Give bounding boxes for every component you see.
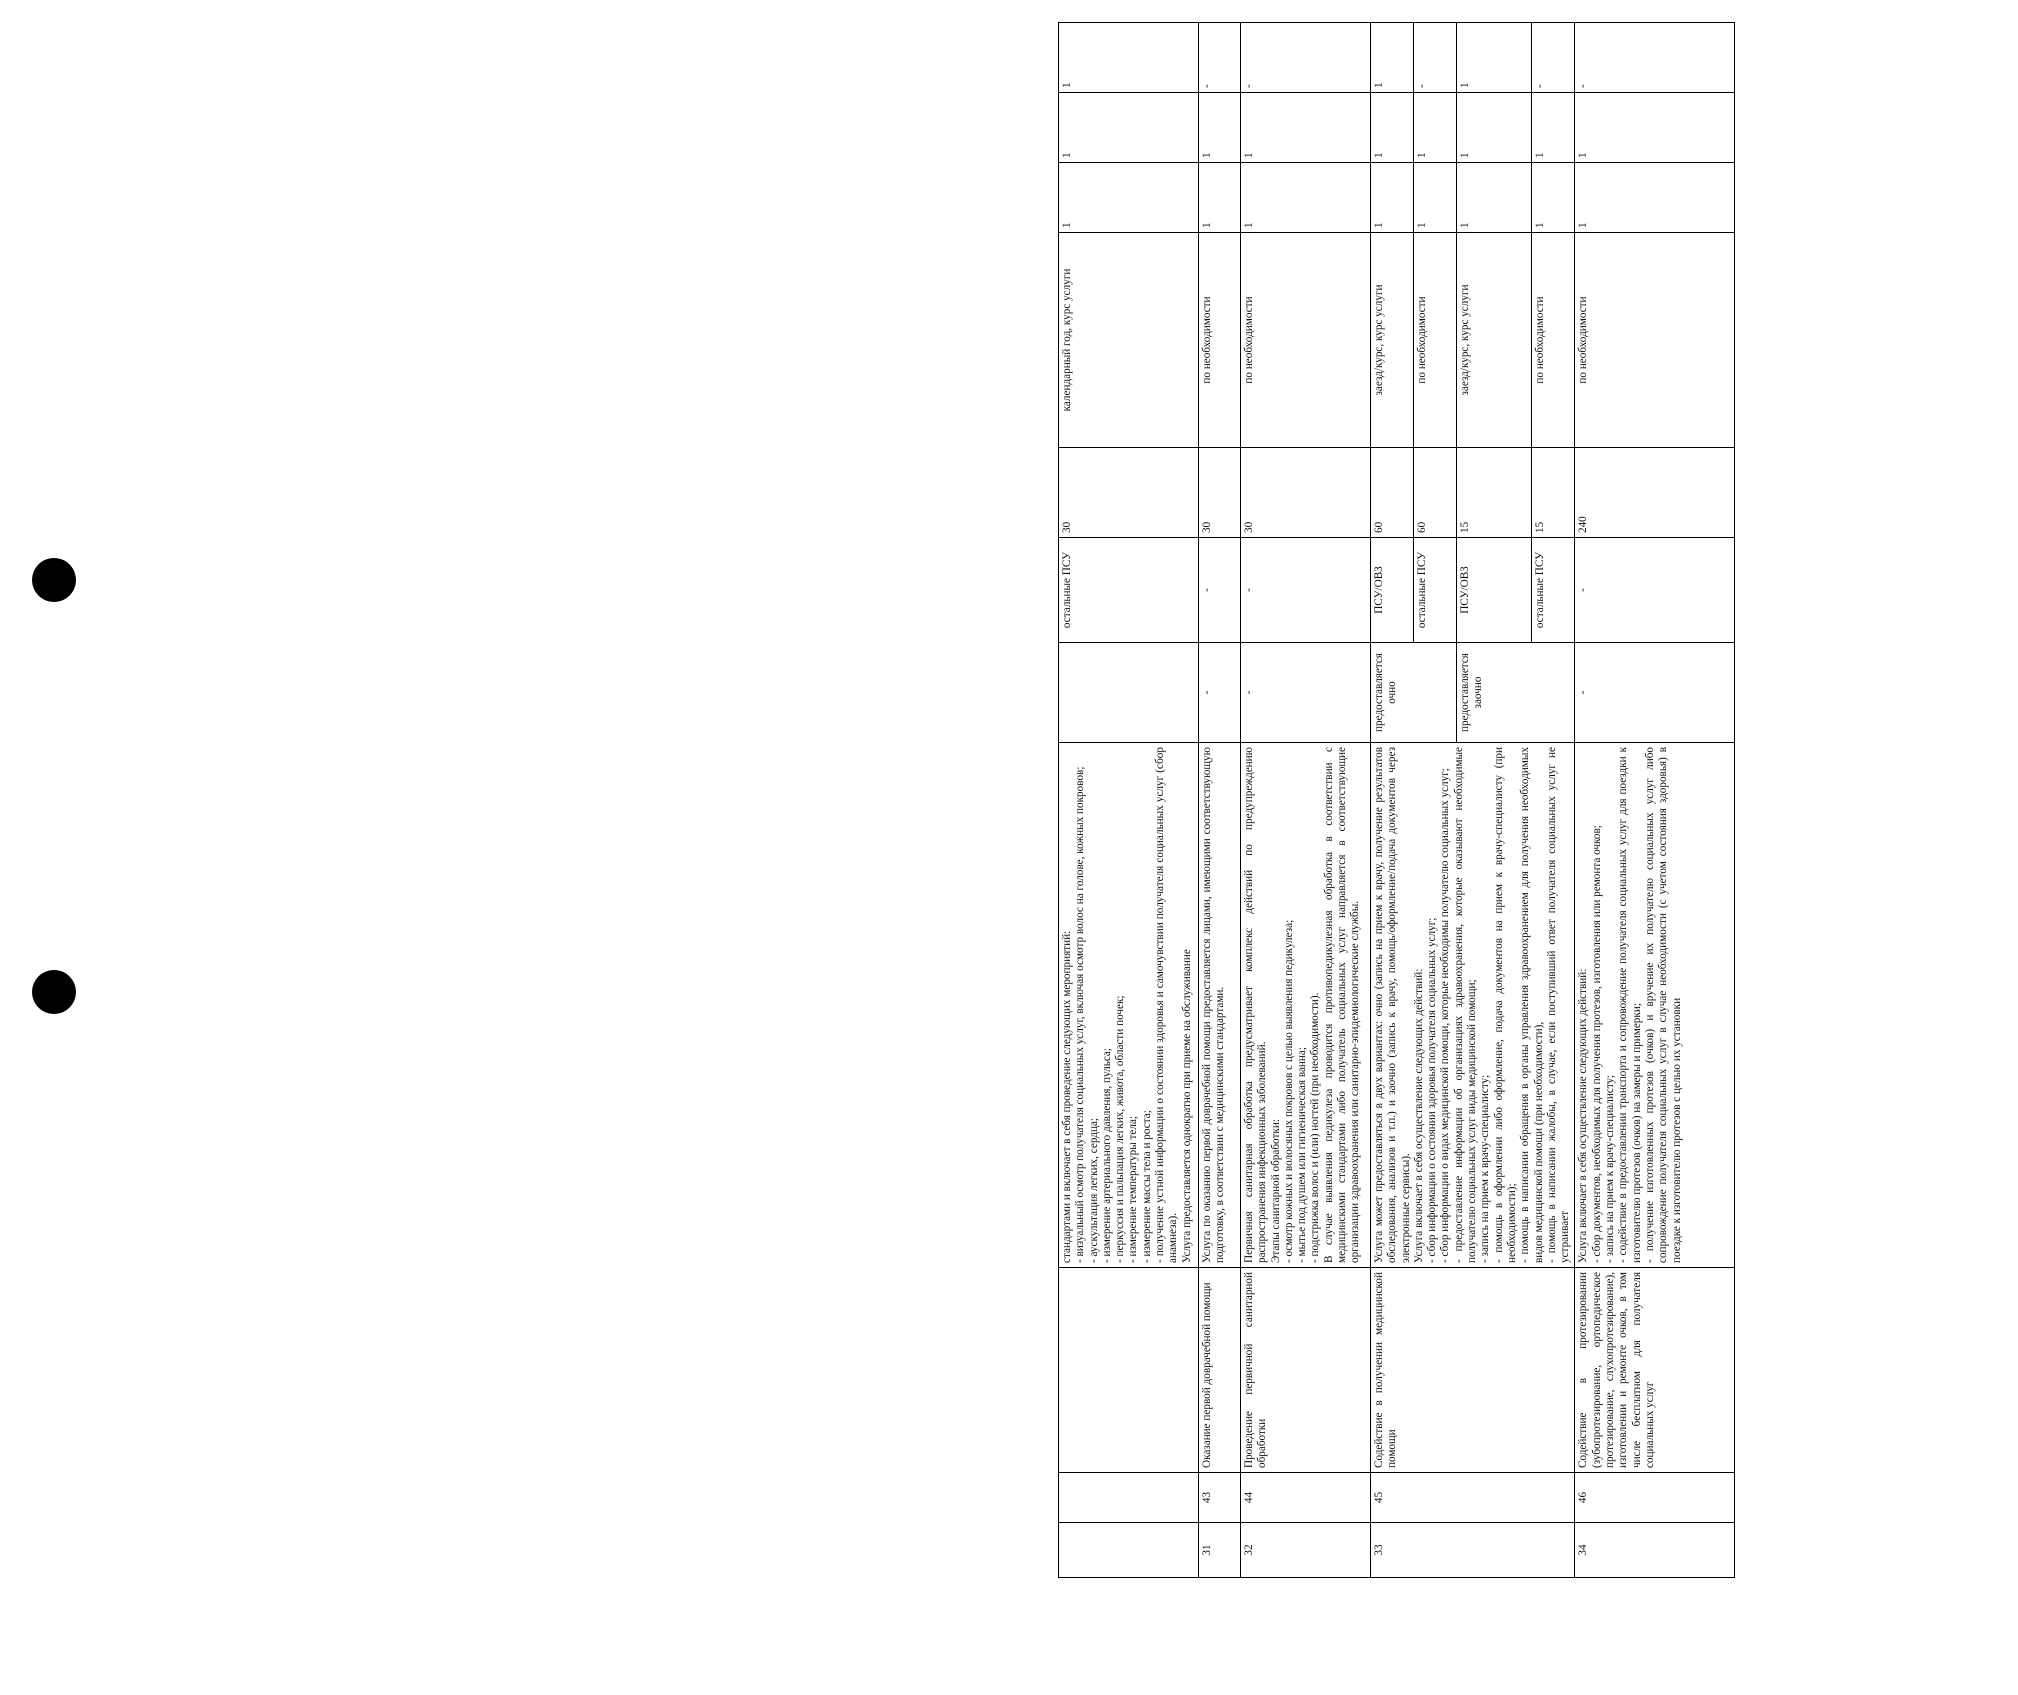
description-line: Услуга по оказанию первой доврачебной помощи предоставляется лицами, имеющими соответствующую подготовку, в соответствии с медицинскими стандартами.	[1201, 747, 1227, 1263]
service-name	[1059, 1268, 1199, 1473]
description-line: - визуальный осмотр получателя социальных услуг, включая осмотр волос на голове, кожных покровов;	[1074, 766, 1087, 1263]
count-column-2: 1	[1371, 93, 1414, 163]
table-row	[1199, 23, 1241, 1578]
count-column-3: -	[1241, 23, 1371, 93]
description-line: - сбор информации о видах медицинской помощи, которые необходимы получателю социальных услуг;	[1439, 768, 1452, 1263]
count-column-2: 1	[1414, 93, 1457, 163]
punch-hole-top	[32, 558, 76, 602]
service-name: Содействие в получении медицинской помощи	[1371, 1268, 1575, 1473]
recipient-category: ПСУ/ОВЗ	[1371, 538, 1414, 643]
table-row	[1575, 23, 1735, 1578]
count-column-1: 1	[1371, 163, 1414, 233]
service-name: Содействие в протезировании (зубопротезирование, ортопедическое протезирование, слухопротезирование), изготовлении и ремонте очков, в том числе бесплатном для получателя социальных услуг	[1575, 1268, 1735, 1473]
description-line: - сбор документов, необходимых для получения протезов, изготовления или ремонта очков;	[1590, 825, 1603, 1263]
description-line: - измерение массы тела и роста;	[1140, 1110, 1153, 1263]
recipient-category: остальные ПСУ	[1059, 538, 1199, 643]
periodicity: заезд/курс, курс услуги	[1457, 233, 1532, 448]
periodicity: по необходимости	[1199, 233, 1241, 448]
description-line: Услуга предоставляется однократно при приеме на обслуживание	[1180, 949, 1193, 1263]
count-column-3: -	[1414, 23, 1457, 93]
count-column-3: -	[1199, 23, 1241, 93]
description-line: - помощь в написании жалобы, в случае, если поступивший ответ получателя социальных услуг не устраивает	[1545, 747, 1572, 1263]
count-column-3: -	[1532, 23, 1575, 93]
service-code	[1059, 1473, 1199, 1523]
punch-hole-bottom	[32, 970, 76, 1014]
service-code: 46	[1575, 1473, 1735, 1523]
provision-form: -	[1199, 643, 1241, 743]
periodicity: по необходимости	[1414, 233, 1457, 448]
description-line: Этапы санитарной обработки:	[1269, 1119, 1282, 1263]
row-number: 32	[1241, 1523, 1371, 1578]
count-column-3: -	[1575, 23, 1735, 93]
services-table	[1058, 22, 1735, 1578]
service-code: 44	[1241, 1473, 1371, 1523]
count-column-1: 1	[1457, 163, 1532, 233]
time-norm: 30	[1199, 448, 1241, 538]
service-code: 43	[1199, 1473, 1241, 1523]
description-line: Услуга включает в себя осуществление следующих действий:	[1412, 968, 1425, 1263]
description-line: В случае выявления педикулеза проводится противопедикулезная обработка в соответствии с медицинскими стандартами либо получатель социальных услуг направляется в соответствующие организации здравоохранения или санитарно-эпидемиологические службы.	[1322, 747, 1362, 1263]
service-description	[1371, 743, 1575, 1268]
service-description	[1241, 743, 1371, 1268]
description-line: - содействие в предоставлении транспорта и сопровождение получателя социальных услуг для поездки к изготовителю протезов (очков) на замеры и примерки;	[1617, 747, 1643, 1263]
row-number: 33	[1371, 1523, 1575, 1578]
periodicity: заезд/курс, курс услуги	[1371, 233, 1414, 448]
count-column-2: 1	[1199, 93, 1241, 163]
description-line: - осмотр кожных и волосяных покровов с целью выявления педикулеза;	[1282, 919, 1295, 1263]
time-norm: 60	[1371, 448, 1414, 538]
time-norm: 15	[1457, 448, 1532, 538]
recipient-category: -	[1575, 538, 1735, 643]
description-line: - запись на прием к врачу-специалисту;	[1479, 1074, 1492, 1263]
description-line: Услуга включает в себя осуществление следующих действий:	[1577, 968, 1590, 1263]
service-description	[1575, 743, 1735, 1268]
table-row	[1241, 23, 1371, 1578]
description-line: - помощь в написании обращения в органы управления здравоохранением для получения необходимых видов медицинской помощи (при необходимости),	[1519, 747, 1545, 1263]
description-line: - получение изготовленных протезов (очков) и вручение их получателю социальных услуг либо сопровождение получателя социальных услуг в случае необходимости (с учетом состояния здоровья) в поездке к изготовителю протезов с целью их установки	[1643, 747, 1683, 1263]
recipient-category: -	[1199, 538, 1241, 643]
description-line: - помощь в оформлении либо оформление, подача документов на прием к врачу-специалисту (при необходимости);	[1492, 747, 1518, 1263]
count-column-1: 1	[1241, 163, 1371, 233]
recipient-category: остальные ПСУ	[1532, 538, 1575, 643]
description-line: - подстрижка волос и (или) ногтей (при необходимости).	[1309, 992, 1322, 1263]
table-row	[1371, 23, 1414, 1578]
periodicity: по необходимости	[1532, 233, 1575, 448]
periodicity: по необходимости	[1575, 233, 1735, 448]
recipient-category: остальные ПСУ	[1414, 538, 1457, 643]
time-norm: 60	[1414, 448, 1457, 538]
service-code: 45	[1371, 1473, 1575, 1523]
provision-form: -	[1575, 643, 1735, 743]
periodicity: календарный год, курс услуги	[1059, 233, 1199, 448]
description-line: - запись на прием к врачу-специалисту;	[1604, 1074, 1617, 1263]
table-row	[1059, 23, 1199, 1578]
row-number: 34	[1575, 1523, 1735, 1578]
count-column-1: 1	[1532, 163, 1575, 233]
count-column-2: 1	[1241, 93, 1371, 163]
count-column-1: 1	[1199, 163, 1241, 233]
time-norm: 240	[1575, 448, 1735, 538]
provision-form: предоставляется заочно	[1457, 643, 1575, 743]
periodicity: по необходимости	[1241, 233, 1371, 448]
count-column-2: 1	[1457, 93, 1532, 163]
row-number	[1059, 1523, 1199, 1578]
time-norm: 30	[1241, 448, 1371, 538]
time-norm: 30	[1059, 448, 1199, 538]
service-name: Оказание первой доврачебной помощи	[1199, 1268, 1241, 1473]
description-line: - измерение температуры тела;	[1127, 1115, 1140, 1263]
service-description	[1059, 743, 1199, 1268]
count-column-3: 1	[1059, 23, 1199, 93]
description-line: - аускультация легких, сердца;	[1087, 1117, 1100, 1263]
count-column-3: 1	[1371, 23, 1414, 93]
time-norm: 15	[1532, 448, 1575, 538]
description-line: стандартами и включает в себя проведение следующих мероприятий:	[1061, 930, 1073, 1263]
count-column-2: 1	[1532, 93, 1575, 163]
description-line: - мытье под душем или гигиеническая ванна;	[1296, 1047, 1309, 1263]
rotated-table-page	[1058, 82, 2018, 1578]
row-number: 31	[1199, 1523, 1241, 1578]
service-description	[1199, 743, 1241, 1268]
recipient-category: ПСУ/ОВЗ	[1457, 538, 1532, 643]
provision-form: -	[1241, 643, 1371, 743]
recipient-category: -	[1241, 538, 1371, 643]
count-column-2: 1	[1575, 93, 1735, 163]
service-name: Проведение первичной санитарной обработки	[1241, 1268, 1371, 1473]
description-line: Услуга может предоставляться в двух вариантах: очно (запись на прием к врачу, получение результатов обследования, анализов и т.п.) и заочно (запись к врачу, помощь/оформление/подача документов через электронные сервисы).	[1373, 747, 1412, 1263]
count-column-1: 1	[1575, 163, 1735, 233]
description-line: - получение устной информации о состоянии здоровья и самочувствии получателя социальных услуг (сбор анамнеза).	[1154, 747, 1180, 1263]
count-column-3: 1	[1457, 23, 1532, 93]
count-column-1: 1	[1059, 163, 1199, 233]
description-line: - измерение артериального давления, пульса;	[1100, 1048, 1113, 1263]
count-column-1: 1	[1414, 163, 1457, 233]
description-line: - предоставление информации об организациях здравоохранения, которые оказывают необходимые получателю социальных услуг виды медицинской помощи;	[1452, 747, 1479, 1263]
description-line: - перкуссия и пальпация легких, живота, области почек;	[1114, 995, 1127, 1263]
description-line: Первичная санитарная обработка предусматривает комплекс действий по предупреждению распространения инфекционных заболеваний.	[1243, 747, 1269, 1263]
provision-form: предоставляется очно	[1371, 643, 1457, 743]
count-column-2: 1	[1059, 93, 1199, 163]
provision-form	[1059, 643, 1199, 743]
description-line: - сбор информации о состоянии здоровья получателя социальных услуг;	[1426, 917, 1439, 1263]
